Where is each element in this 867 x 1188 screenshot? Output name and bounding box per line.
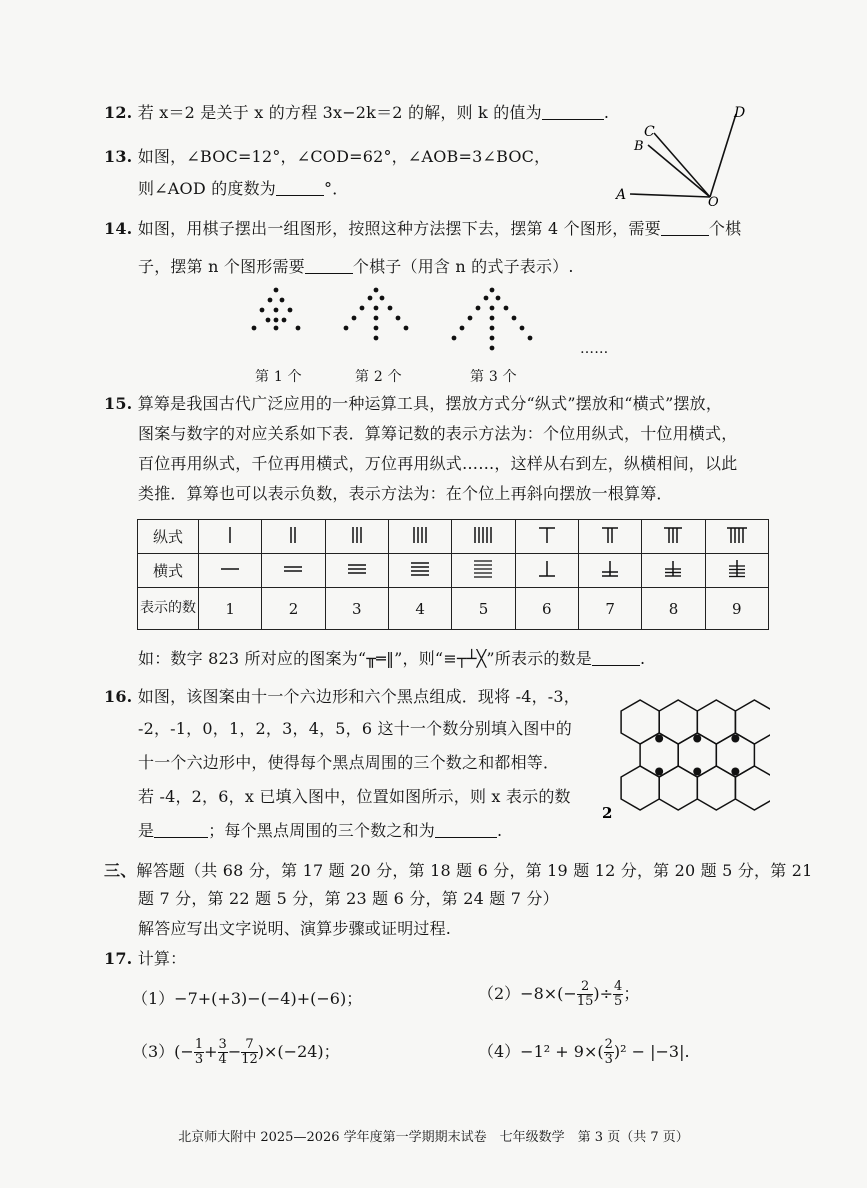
black-dot	[731, 735, 739, 743]
question-text: ；每个黑点周围的三个数之和为	[208, 821, 436, 840]
rod-cell	[705, 520, 768, 554]
angle-figure	[610, 100, 770, 210]
numerator: 4	[614, 979, 623, 994]
question-text: .	[603, 103, 610, 122]
rod-cell	[262, 520, 325, 554]
chess-dot	[266, 318, 271, 323]
q17-part3	[132, 1038, 340, 1067]
rod-horizontal-4	[405, 558, 435, 580]
denominator: 3	[194, 1052, 204, 1067]
rod-cell	[452, 520, 515, 554]
rod-horizontal-2	[278, 558, 308, 580]
label-C: C	[644, 124, 655, 140]
question-14-line2	[138, 256, 574, 278]
chess-dot	[528, 336, 533, 341]
section-3-line3: 解答应写出文字说明、演算步骤或证明过程.	[138, 919, 452, 938]
expr-text: +	[204, 1042, 218, 1061]
question-number: 16.	[104, 687, 133, 706]
rod-cell	[325, 554, 388, 588]
rod-horizontal-3	[342, 558, 372, 580]
question-16-line4: 若 -4，2，6，x 已填入图中，位置如图所示，则 x 表示的数	[138, 787, 571, 806]
rod-vertical-4	[405, 524, 435, 546]
rod-cell	[262, 554, 325, 588]
answer-blank[interactable]	[276, 179, 324, 196]
expr-text: （2）−8×(−	[478, 984, 577, 1003]
chess-dot	[374, 326, 379, 331]
denominator: 15	[576, 994, 594, 1009]
question-number: 15.	[104, 394, 133, 413]
chess-dot	[274, 326, 279, 331]
rod-vertical-2	[278, 524, 308, 546]
caption-3: 第 3 个	[470, 369, 517, 385]
ray-OC	[654, 133, 710, 197]
question-text: 计算：	[137, 949, 187, 968]
rod-vertical-8	[658, 524, 688, 546]
rod-cell	[642, 554, 705, 588]
chess-dot	[380, 296, 385, 301]
question-text: 是	[138, 821, 155, 840]
question-text: 如图，用棋子摆出一组图形，按照这种方法摆下去，摆第 4 个图形，需要	[137, 219, 661, 238]
number-cell: 2	[262, 588, 325, 630]
denominator: 3	[604, 1052, 613, 1067]
number-cell: 9	[705, 588, 768, 630]
chess-dot	[476, 306, 481, 311]
counting-rod-table	[137, 519, 769, 630]
row-label: 表示的数	[138, 588, 199, 630]
rod-horizontal-6	[532, 558, 562, 580]
numerator: 1	[194, 1037, 204, 1052]
hexagon-cell	[621, 700, 659, 744]
fraction	[613, 980, 623, 1009]
number-cell: 7	[578, 588, 641, 630]
chess-dot	[490, 306, 495, 311]
chess-dot	[374, 336, 379, 341]
black-dot	[693, 735, 701, 743]
question-text: °．	[324, 179, 349, 198]
chess-dot	[460, 326, 465, 331]
expr-text: −	[227, 1042, 242, 1061]
rod-vertical-1	[215, 524, 245, 546]
rod-horizontal-5	[468, 558, 498, 580]
chess-dot	[388, 306, 393, 311]
table-row-vertical	[138, 520, 769, 554]
chess-dot	[280, 298, 285, 303]
question-15-line1	[104, 393, 722, 415]
hexagon-cell	[735, 700, 770, 744]
question-text: 个棋子（用含 n 的式子表示）.	[352, 257, 574, 276]
rod-cell	[199, 554, 262, 588]
q17-part1: （1）−7+(+3)−(−4)+(−6)；	[132, 989, 363, 1008]
rod-horizontal-9	[722, 558, 752, 580]
numerator: 2	[604, 1037, 613, 1052]
number-cell: 8	[642, 588, 705, 630]
chess-dot	[484, 296, 489, 301]
section-3-line2: 题 7 分，第 22 题 5 分，第 23 题 6 分，第 24 题 7 分）	[138, 889, 559, 908]
chess-dot	[490, 288, 495, 293]
expr-text: （3）(−	[132, 1042, 194, 1061]
question-15-example	[138, 648, 645, 670]
ray-OD	[710, 114, 736, 197]
rod-vertical-3	[342, 524, 372, 546]
chess-dot	[512, 316, 517, 321]
question-16-line3: 十一个六边形中，使得每个黑点周围的三个数之和都相等．	[138, 753, 560, 772]
rod-cell	[578, 554, 641, 588]
table-row-horizontal	[138, 554, 769, 588]
chess-dot	[360, 306, 365, 311]
black-dot	[655, 735, 663, 743]
question-number: 13.	[104, 147, 133, 166]
chess-dot	[274, 288, 279, 293]
question-text: .	[640, 649, 646, 668]
rod-cell	[199, 520, 262, 554]
chess-dot	[274, 318, 279, 323]
question-text: .	[497, 821, 503, 840]
hexagon-cell	[735, 766, 770, 810]
chess-dot	[452, 336, 457, 341]
chess-dot	[368, 296, 373, 301]
rod-cell	[325, 520, 388, 554]
ray-OB	[648, 145, 710, 197]
hexagon-figure	[580, 692, 770, 842]
rod-cell	[388, 520, 451, 554]
chess-dot	[374, 316, 379, 321]
black-dot	[655, 768, 663, 776]
rod-cell	[642, 520, 705, 554]
question-text: 则∠AOD 的度数为	[138, 179, 276, 198]
numerator: 3	[218, 1037, 227, 1052]
question-16-line1	[104, 686, 580, 708]
rod-vertical-9	[722, 524, 752, 546]
caption-2: 第 2 个	[355, 369, 402, 385]
label-A: A	[616, 187, 627, 203]
chess-dot	[260, 308, 265, 313]
chess-dot	[490, 336, 495, 341]
chess-dot	[404, 326, 409, 331]
chess-dot	[374, 306, 379, 311]
denominator: 12	[241, 1052, 258, 1067]
chess-dot	[396, 316, 401, 321]
question-text: 若 x＝2 是关于 x 的方程 3x−2k＝2 的解，则 k 的值为	[137, 103, 542, 122]
chess-dot	[296, 326, 301, 331]
rod-horizontal-8	[658, 558, 688, 580]
hexagon-cell	[697, 766, 735, 810]
q17-part4	[478, 1038, 690, 1067]
chess-dot	[268, 298, 273, 303]
chess-dot	[490, 316, 495, 321]
numerator: 7	[241, 1038, 258, 1053]
answer-blank[interactable]	[154, 821, 208, 838]
rod-vertical-6	[532, 524, 562, 546]
rod-cell	[705, 554, 768, 588]
hex-value-2: 2	[602, 804, 613, 822]
number-cell: 1	[199, 588, 262, 630]
rod-horizontal-7	[595, 558, 625, 580]
question-12	[104, 102, 609, 124]
expr-text: )² − |−3|.	[613, 1042, 690, 1061]
black-dot	[731, 768, 739, 776]
question-number: 14.	[104, 219, 133, 238]
chess-dot	[504, 306, 509, 311]
expr-text: )÷	[593, 984, 614, 1003]
answer-blank[interactable]	[542, 103, 604, 120]
rod-vertical-5	[468, 524, 498, 546]
expr-text: )×(−24)；	[257, 1042, 340, 1061]
fraction	[577, 980, 594, 1009]
question-13-line1	[104, 146, 550, 168]
chess-dot	[490, 326, 495, 331]
rod-cell	[388, 554, 451, 588]
section-label: 三、	[104, 861, 137, 880]
fraction	[218, 1038, 228, 1067]
chess-dot	[252, 326, 257, 331]
answer-blank[interactable]	[592, 649, 640, 666]
question-15-line2: 图案与数字的对应关系如下表．算筹记数的表示方法为：个位用纵式，十位用横式，	[138, 424, 738, 443]
rod-cell	[578, 520, 641, 554]
hexagon-cell	[697, 700, 735, 744]
question-text: 如图，该图案由十一个六边形和六个黑点组成．现将 -4，-3，	[137, 687, 580, 706]
chess-dot	[496, 296, 501, 301]
question-text: 如图，∠BOC=12°，∠COD=62°，∠AOB=3∠BOC，	[137, 147, 551, 166]
expr-text: ；	[623, 984, 640, 1003]
rod-cell	[452, 554, 515, 588]
label-B: B	[634, 139, 644, 154]
question-14-line1	[104, 218, 741, 240]
expr-text: （4）−1² + 9×(	[478, 1042, 604, 1061]
chess-dot	[288, 308, 293, 313]
rod-vertical-7	[595, 524, 625, 546]
chess-dot	[274, 308, 279, 313]
row-label: 横式	[138, 554, 199, 588]
chess-dot	[374, 288, 379, 293]
fraction	[241, 1038, 258, 1067]
question-text: 如：数字 823 所对应的图案为“╥═‖”，则“≡┬┴╳”所表示的数是	[138, 649, 593, 668]
number-cell: 4	[388, 588, 451, 630]
label-O: O	[708, 195, 719, 210]
chess-dot	[520, 326, 525, 331]
section-3-header	[104, 860, 812, 882]
numerator: 2	[577, 980, 594, 995]
hexagon-cell	[621, 766, 659, 810]
fraction	[194, 1038, 204, 1067]
question-17	[104, 948, 186, 970]
ray-OA	[630, 194, 710, 197]
question-16-line2: -2，-1，0，1，2，3，4，5，6 这十一个数分别填入图中的	[138, 719, 572, 738]
answer-blank[interactable]	[661, 219, 709, 236]
black-dot	[693, 768, 701, 776]
page-footer: 北京师大附中 2025—2026 学年度第一学期期末试卷 七年级数学 第 3 页（共 7 页）	[178, 1130, 689, 1145]
answer-blank[interactable]	[435, 821, 497, 838]
question-number: 12.	[104, 103, 133, 122]
chess-dot	[282, 318, 287, 323]
question-text: 算筹是我国古代广泛应用的一种运算工具，摆放方式分“纵式”摆放和“横式”摆放，	[137, 394, 723, 413]
row-label: 纵式	[138, 520, 199, 554]
question-text: 个棋	[708, 219, 742, 238]
question-number: 17.	[104, 949, 133, 968]
hexagon-cell	[659, 766, 697, 810]
q17-part2	[478, 980, 639, 1009]
question-text: 子，摆第 n 个图形需要	[138, 257, 305, 276]
chess-dot	[352, 316, 357, 321]
table-row-number	[138, 588, 769, 630]
number-cell: 5	[452, 588, 515, 630]
fraction	[604, 1038, 614, 1067]
number-cell: 6	[515, 588, 578, 630]
rod-cell	[515, 554, 578, 588]
answer-blank[interactable]	[305, 257, 353, 274]
rod-cell	[515, 520, 578, 554]
section-text: 解答题（共 68 分，第 17 题 20 分，第 18 题 6 分，第 19 题 12 分，第 20 题 5 分，第 21	[136, 861, 813, 880]
chess-dot	[490, 346, 495, 351]
ellipsis: ……	[580, 341, 609, 357]
question-15-line4: 类推．算筹也可以表示负数，表示方法为：在个位上再斜向摆放一根算筹．	[138, 484, 673, 503]
denominator: 5	[614, 994, 623, 1009]
question-15-line3: 百位再用纵式，千位再用横式，万位再用纵式……，这样从右到左，纵横相间，以此	[138, 454, 738, 473]
denominator: 4	[218, 1052, 227, 1067]
hexagon-cell	[659, 700, 697, 744]
question-16-line5	[138, 820, 502, 842]
number-cell: 3	[325, 588, 388, 630]
chess-dot	[344, 326, 349, 331]
chess-dot	[468, 316, 473, 321]
caption-1: 第 1 个	[255, 369, 302, 385]
label-D: D	[734, 105, 746, 121]
question-13-line2	[138, 178, 348, 200]
rod-horizontal-1	[215, 558, 245, 580]
